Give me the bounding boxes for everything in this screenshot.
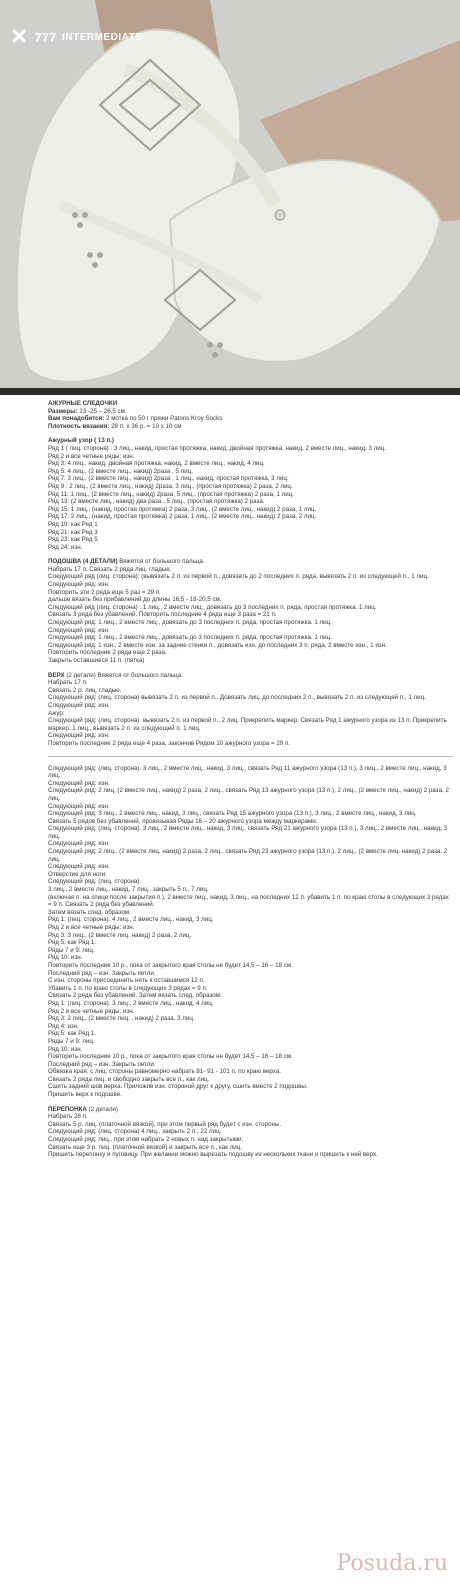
- pattern-line: Ряд 1 ( лиц. сторона) : 3 лиц., накид, простая протяжка, накид, двойная протяжка, накид, 2 вместе лиц., накид, 3 лиц.: [48, 444, 386, 452]
- pattern-line: Ряд 1: (лиц. сторона). 4 лиц., 2 вместе лиц., накид, 3 лиц.: [48, 916, 214, 924]
- density-label: Плотность вязания:: [48, 422, 110, 430]
- doc-title: АЖУРНЫЕ СЛЕДОЧКИ: [48, 400, 118, 407]
- pattern-line: Повторить последние 10 р., пока от закрытого края столы не будет 14,5 – 16 – 18 см.: [48, 1053, 293, 1061]
- strap-heading: [48, 1106, 453, 1114]
- pattern-line: Ряд 3: 2 лиц., (2 вместе лиц. , накид) 2 раза, 3 лиц.: [48, 1015, 195, 1023]
- pattern-line: 3 лиц., 2 вместе лиц., накид, 7 лиц., закрыть 5 п., 7 лиц.: [48, 886, 209, 894]
- pattern-line: Набрать 17 п. Связать 2 ряда лиц. гладью.: [48, 565, 172, 573]
- pattern-line: Ряд 4: изн.: [48, 1022, 79, 1030]
- pattern-line: Следующий ряд: лиц., при этом набрать 2 новых п. над закрытыми.: [48, 1136, 244, 1144]
- pattern-line: Связать еще 3 р. лиц. (платочной вязкой) и закрыть все п., как лиц.: [48, 1143, 243, 1151]
- pattern-line: Ряд 2 и все четные ряды: изн.: [48, 924, 135, 931]
- watermark: Posuda.ru: [336, 1551, 448, 1576]
- pattern-line: Следующий ряд: изн.: [48, 626, 110, 634]
- pattern-line: Следующий ряд: 1 лиц., 2 вместе лиц., довязать до 3 последних п. ряда, простая протяжка. 1 лиц.: [48, 619, 332, 627]
- pattern-line: Закрыть оставшиеся 11 п. (пятка): [48, 657, 145, 664]
- lace-rows: [48, 445, 453, 551]
- pattern-line: Ряд 2 и все четные ряды: изн.: [48, 452, 135, 460]
- pattern-line: Следующий ряд: (лиц. сторона). вывязать 2 п. из первой п., 2 лиц. Прикрепить маркер. Связать Ряд 1 ажурного узора из 13 п. Прикрепить маркер. 1 лиц., вывязать 2 п. из следующей п. 1 лиц.: [48, 717, 447, 732]
- pattern-line: Ряд 5: как Ряд 1.: [48, 1030, 96, 1038]
- pattern-line: Ряд 23: как Ряд 5: [48, 536, 98, 544]
- pattern-line: Следующий ряд: 3 лиц., 2 вместе лиц., накид, 3 лиц., связать Ряд 15 ажурного узора (13 п.), 3 лиц., 2 вместе лиц., накид, 3 лиц.: [48, 810, 417, 818]
- pattern-line: Следующий ряд: изн.: [48, 863, 110, 871]
- slippers-photo: [0, 0, 460, 395]
- pattern-line: Связать 2 ряда без убавлений. Затем вязать след. образом:: [48, 992, 222, 1000]
- pattern-line: Следующий ряд: изн.: [48, 802, 110, 810]
- top-heading: [48, 672, 453, 680]
- pattern-line: Следующий ряд (лиц. сторона): (вывязать 2 п. из первой п., довязать до 2 последних п. ряда, вывязать 2 п. из следующей п., 1 лиц.: [48, 573, 429, 581]
- sole-sub: Вяжется от большого пальца.: [119, 558, 205, 566]
- pattern-line: дальше вязать без прибавлений до длины 16,5 - 18-20,5 см.: [48, 596, 222, 604]
- pattern-line: Ряд 11: 1 лиц., (2 вместе лиц., накид) 2раза, 5 лиц., (простая протяжка) 2 раза, 1 лиц.: [48, 490, 294, 498]
- pattern-line: С изн. стороны присоединить нить к оставшимся 12 п.: [48, 977, 205, 985]
- pattern-line: Набрать 17 п.: [48, 679, 88, 687]
- strap-title: ПЕРЕПОНКА: [48, 1105, 87, 1113]
- pattern-line: Связать 2 ряда лиц. и свободно закрыть все п., как лиц.: [48, 1075, 210, 1083]
- pattern-line: Повторить последние 10 р., пока от закрытого края столы не будет 14,5 – 16 – 18 см.: [48, 961, 293, 969]
- pattern-line: Ряд 3: 4 лиц., накид, двойная протяжка, накид, 2 вместе лиц., накид, 4 лиц.: [48, 460, 265, 468]
- sizes-line: [48, 408, 453, 416]
- pattern-line: Повторить последние 2 ряда еще 2 раза.: [48, 649, 167, 657]
- pattern-line: Ряд 2 и все четные ряды: изн.: [48, 1007, 135, 1015]
- level-text: INTERMEDIATE: [62, 31, 143, 43]
- pattern-line: Связать 5 р. лиц. (платочной вязкой), при этом первый ряд будет с изн. стороны.: [48, 1120, 282, 1128]
- pattern-line: Ряд 24: изн.: [48, 543, 83, 551]
- pattern-line: Ряд 7: 3 лиц., (2 вместе лиц., накид) 2раза , 1 лиц., накид, простая протяжка, 3 лиц.: [48, 475, 289, 483]
- top-rows: [48, 679, 453, 747]
- pattern-line: Следующий ряд: 2 лиц, (2 вместе лиц., накид) 2 раза, 2 лиц., связать Ряд 13 ажурного узора (13 п.), 2 лиц., (2 вместе лиц., накид) 2 раза, 2 лиц.: [48, 787, 449, 802]
- top-sub: (2 детали) Вяжется от большого пальца.: [66, 671, 183, 679]
- pattern-line: Набрать 28 п.: [48, 1113, 88, 1121]
- level-badge: [10, 26, 142, 48]
- pattern-line: Следующий ряд: (лиц. сторона). 3 лиц., 2 вместе лиц., накид, 3 лиц., связать Ряд 11 ажурного узора (13 п.), 3 лиц., 2 вместе лиц., накид, 3 лиц.: [48, 764, 447, 780]
- need-value: 2 мотка по 50 г пряжи Patons Kroy Socks: [106, 415, 223, 423]
- lace-section: [48, 437, 453, 551]
- pattern-line: Отверстие для ноги:: [48, 870, 107, 878]
- pattern-line: Ажур:: [48, 709, 65, 717]
- pattern-line: Повторить последние 2 ряда еще 4 раза, закончив Рядом 10 ажурного узора = 29 п.: [48, 739, 290, 747]
- pattern-line: Следующий ряд: (лиц. сторона). 3 лиц., 2 вместе лиц., накид, 3 лиц., связать Ряд 21 ажурного узора (13 п.), 3 лиц., 2 вместе лиц., накид, 3 лиц.: [48, 825, 448, 840]
- pattern-line: Следующий ряд: 1 изн., 2 вместе изн. за задние стенки п., довязать изн. до последних 3 п. ряда, 2 вместе изн., 1 изн.: [48, 641, 387, 649]
- pattern-line: Повторить эти 2 ряда еще 5 раз = 29 п.: [48, 588, 161, 596]
- sole-section: [48, 558, 453, 664]
- pattern-line: Следующий ряд: изн.: [48, 732, 110, 740]
- share-icon[interactable]: ✕: [10, 24, 29, 49]
- pattern-line: Ряд 5: 4 лиц., (2 вместе лиц., накид) 2раза , 5 лиц.: [48, 467, 193, 475]
- section-divider: [48, 756, 453, 757]
- pattern-line: Следующий ряд: 1 лиц., 2 вместе лиц., довязать до 3 последних п. ряда, простая протяжка. 1 лиц.: [48, 634, 332, 642]
- top-section: [48, 672, 453, 748]
- pattern-line: Ряд 17: 2 лиц., (накид, простая протяжка) 2 раза, 1 лиц., (2 вместе лиц., накид) 2 раза, 2 лиц.: [48, 513, 317, 521]
- sole-title: ПОДОШВА (4 ДЕТАЛИ): [48, 558, 118, 566]
- pattern-line: Следующий ряд: изн.: [48, 840, 110, 848]
- pattern-line: Ряд 13: (2 вместе лиц., накид) два раза , 5 лиц., (простая протяжка) 2 раза.: [48, 498, 265, 506]
- pattern-line: Следующий ряд: (лиц. сторона).: [48, 878, 142, 886]
- strap-rows: [48, 1113, 453, 1159]
- pattern-line: Обвязка края: с лиц. стороны равномерно набрать 81- 91 - 101 п. по краю верха.: [48, 1068, 281, 1076]
- density-line: [48, 423, 453, 431]
- pattern-line: Последний ряд – изн. Закрыть петли.: [48, 1060, 156, 1068]
- pattern-line: Следующий ряд: (лиц. сторона) 4 лиц., закрыть 2 п., 22 лиц.: [48, 1128, 222, 1136]
- pattern-line: Ряд 3: 3 лиц., (2 вместе лиц. накид) 2 раза, 2 лиц.: [48, 931, 192, 939]
- pattern-line: Связать 2 р. лиц. гладью.: [48, 686, 122, 694]
- continuation-rows: [48, 765, 453, 1099]
- pattern-document: [48, 400, 453, 1166]
- lace-title: Ажурный узор ( 13 п.): [48, 437, 114, 445]
- need-label: Вам понадобится:: [48, 415, 105, 423]
- pattern-line: Последний ряд – изн. Закрыть петли.: [48, 969, 156, 977]
- pattern-line: Следующий ряд: изн.: [48, 701, 110, 709]
- pattern-line: Пришить верх к подошве.: [48, 1091, 122, 1099]
- pattern-line: Ряды 7 и 9: лиц.: [48, 1037, 95, 1045]
- pattern-line: Ряд 5: как Ряд 1.: [48, 939, 96, 947]
- pattern-line: Ряд 10: изн.: [48, 1045, 83, 1053]
- intro-section: [48, 400, 453, 430]
- pattern-line: (включая п. на спице после закрытия п.), 2 вместе лиц., накид, 3 лиц., на последних 12 п. убавить 1 п. по краю столы в следующих 3 рядах = 9 п. Связать 2 ряда без убавлений.: [48, 893, 449, 909]
- sizes-value: 23 -25 – 26,5 см: [79, 407, 125, 415]
- sizes-label: Размеры:: [48, 407, 78, 415]
- pattern-line: Ряд 15: 1 лиц., (накид, простая протяжка) 2 раза, 3 лиц., (2 вместе лиц., накид) 2 раза, 1 лиц.: [48, 505, 317, 513]
- pattern-line: Связать 3 ряда без убавлений. Повторить последние 4 ряда еще 3 раза = 21 п.: [48, 611, 277, 619]
- pattern-line: Ряд 10: изн.: [48, 954, 83, 962]
- sole-heading: [48, 558, 453, 566]
- pattern-line: Пришить перепонку и пуговицу. При желании можно вырезать подошву из нескольких ткани и пришить к ней верх.: [48, 1151, 378, 1159]
- pattern-line: Убавить 1 п. по краю столы в следующих 3 рядах = 9 п.: [48, 984, 208, 992]
- pattern-line: Следующий ряд (лиц. сторона) : 1 лиц., 2 вместе лиц., довязать до 3 последних п. ряда, простая протяжка. 1 лиц.: [48, 603, 377, 611]
- strap-section: [48, 1106, 453, 1159]
- top-title: ВЕРХ: [48, 671, 65, 679]
- pattern-line: Ряд 19: как Ряд 1: [48, 520, 98, 528]
- pattern-line: Следующий ряд: 2 лиц., (2 вместе лиц. накид) 2 раза, 2 лиц., связать Ряд 23 ажурного узора (13 п.), 2 лиц., (2 вместе лиц. накид) 2 раза, 2 лиц.: [48, 848, 448, 863]
- pattern-line: Ряд 1: (лиц. сторона). 3 лиц., 2 вместе лиц., накид, 4 лиц.: [48, 999, 214, 1007]
- pattern-line: Ряд 21: как Ряд 3: [48, 528, 98, 536]
- pattern-line: Следующий ряд: изн.: [48, 581, 110, 589]
- sole-rows: [48, 566, 453, 665]
- pattern-line: Ряд 9 : 2 лиц., (2 вместе лиц., накид) 2раза, 3 лиц., (простая протяжка) 2 раза, 2 лиц.: [48, 482, 293, 490]
- pattern-line: Связать 5 рядов без убавлений, провязывая Ряды 16 – 20 ажурного узора между маркерами.: [48, 817, 318, 825]
- pattern-line: Ряды 7 и 9: лиц.: [48, 946, 95, 954]
- pattern-line: Следующий ряд: (лиц. сторона) вывязать 2 п. из первой п.. Довязать лиц. до последних 2 п., вывязать 2 п. из следующей п., 1 лиц.: [48, 694, 426, 702]
- density-value: 28 п. х 36 р. = 10 х 10 см: [111, 422, 182, 430]
- need-line: [48, 415, 453, 423]
- level-marks: 777: [34, 29, 57, 45]
- pattern-line: Следующий ряд: изн.: [48, 779, 110, 787]
- strap-sub: (2 детали): [88, 1105, 118, 1113]
- pattern-line: Сшить задний шов верха. Приложив изн. стороной друг к другу, сшить вместе 2 подошвы.: [48, 1083, 308, 1091]
- continuation-section: [48, 765, 453, 1099]
- slippers-illustration: [0, 0, 460, 395]
- pattern-line: Затем вязать след. образом:: [48, 908, 131, 916]
